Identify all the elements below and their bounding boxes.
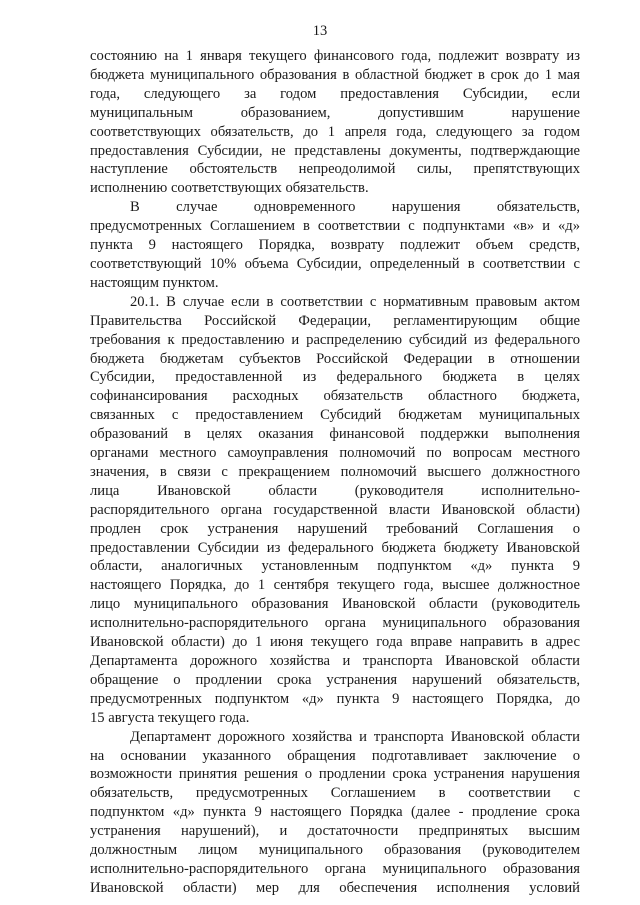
text-line: значения, в связи с прекращением полномочий высшего должностного — [90, 463, 580, 480]
text-line: предоставления Субсидии, не представлены документы, подтверждающие — [90, 142, 580, 159]
text-line: исполнению соответствующих обязательств. — [90, 180, 369, 197]
text-line: исполнительно-распорядительного органа муниципального образования — [90, 860, 580, 877]
paragraph — [90, 47, 580, 198]
text-line: Ивановской области) мер для обеспечения исполнения условий — [90, 879, 580, 896]
text-line: требования к предоставлению и распределению субсидий из федерального — [90, 331, 580, 348]
text-line: бюджета бюджетам субъектов Российской Федерации в отношении — [90, 350, 580, 367]
paragraph — [90, 293, 580, 728]
text-line: Субсидии, предоставленной из федерального бюджета в целях — [90, 369, 580, 386]
text-line: наступление обстоятельств непреодолимой силы, препятствующих — [90, 161, 580, 178]
text-line: года, следующего за годом предоставления Субсидии, если — [90, 85, 580, 102]
text-line: распорядительного органа государственной власти Ивановской области) — [90, 501, 580, 518]
text-line: органами местного самоуправления полномочий по вопросам местного — [90, 445, 580, 462]
text-line: исполнительно-распорядительного органа муниципального образования — [90, 615, 580, 632]
text-line: софинансирования расходных обязательств областного бюджета, — [90, 388, 580, 405]
text-line: Департамента дорожного хозяйства и транспорта Ивановской области — [90, 653, 580, 669]
text-line: предоставлении Субсидии из федерального бюджета бюджету Ивановской — [90, 539, 580, 556]
document-body — [90, 47, 580, 898]
paragraph — [90, 728, 580, 898]
text-line: образований в целях оказания финансовой поддержки выполнения — [90, 426, 580, 443]
text-line: подпунктом «д» пункта 9 настоящего Порядка (далее - продление срока — [90, 804, 580, 821]
text-line: состоянию на 1 января текущего финансового года, подлежит возврату из — [90, 48, 580, 64]
text-line: 15 августа текущего года. — [90, 709, 250, 726]
text-line: пункта 9 настоящего Порядка, возврату подлежит объем средств, — [90, 237, 580, 254]
text-line: лица Ивановской области (руководителя исполнительно- — [90, 482, 580, 499]
text-line: соответствующий 10% объема Субсидии, определенный в соответствии с — [90, 255, 580, 272]
text-line: обращение о продлении срока устранения нарушений обязательств, — [90, 671, 580, 688]
text-line: Правительства Российской Федерации, регламентирующим общие — [90, 312, 580, 329]
text-line: Департамент дорожного хозяйства и транспорта Ивановской области — [130, 728, 580, 745]
text-line: лицо муниципального образования Ивановской области (руководитель — [90, 596, 580, 613]
page-number: 13 — [312, 23, 328, 39]
text-line: продлен срок устранения нарушений требований Соглашения о — [90, 520, 580, 537]
text-line: настоящим пунктом. — [90, 274, 219, 291]
paragraph — [90, 198, 580, 293]
text-line: муниципальным образованием, допустившим нарушение — [90, 104, 580, 121]
text-line: бюджета муниципального образования в областной бюджет в срок до 1 мая — [90, 66, 580, 83]
text-line: Ивановской области) до 1 июня текущего года вправе направить в адрес — [90, 634, 580, 651]
text-line: предусмотренных подпунктом «д» пункта 9 настоящего Порядка, до — [90, 690, 580, 707]
text-line: настоящего Порядка, до 1 сентября текущего года, высшее должностное — [90, 577, 580, 594]
text-line: предусмотренных Соглашением в соответствии с подпунктами «в» и «д» — [90, 218, 580, 235]
text-line: 20.1. В случае если в соответствии с нормативным правовым актом — [130, 293, 580, 310]
text-line: связанных с предоставлением Субсидий бюджетам муниципальных — [90, 407, 580, 424]
text-line: обязательств, предусмотренных Соглашением в соответствии с — [90, 785, 580, 802]
text-line: должностным лицом муниципального образования (руководителем — [90, 842, 580, 859]
text-line: устранения нарушений), и достаточности предпринятых высшим — [90, 823, 580, 840]
text-line: возможности принятия решения о продлении срока устранения нарушения — [90, 766, 580, 783]
text-line: соответствующих обязательств, до 1 апреля года, следующего за годом — [90, 123, 580, 140]
text-line: области, аналогичных установленным подпунктом «д» пункта 9 — [90, 558, 580, 575]
text-line: на основании указанного обращения подготавливает заключение о — [90, 747, 580, 764]
text-line: В случае одновременного нарушения обязательств, — [130, 199, 580, 216]
